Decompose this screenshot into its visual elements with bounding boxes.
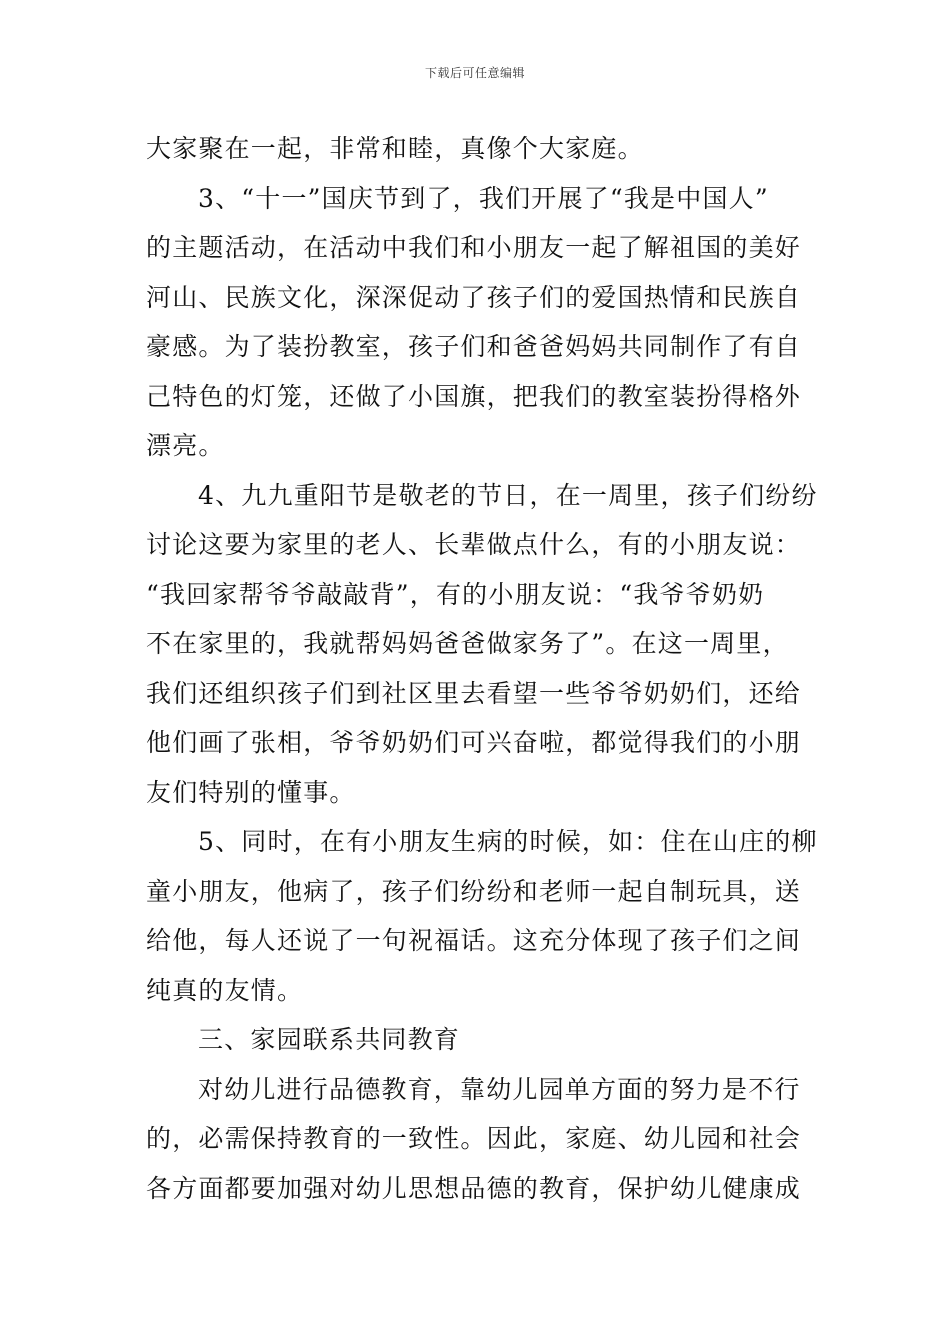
text-line: 给他，每人还说了一句祝福话。这充分体现了孩子们之间 [146,926,802,955]
text-line: 讨论这要为家里的老人、长辈做点什么，有的小朋友说： [146,530,802,559]
text-line: 纯真的友情。 [146,975,304,1005]
text-line: 对幼儿进行品德教育，靠幼儿园单方面的努力是不行 [198,1074,801,1104]
page-header: 下载后可任意编辑 [424,66,525,80]
text-line: 大家聚在一起，非常和睦，真像个大家庭。 [146,134,644,163]
text-line: 三、家园联系共同教育 [198,1025,461,1054]
paragraph-continuation [146,124,806,174]
text-line: 友们特别的懂事。 [146,777,356,807]
text-line: 3、“十一”国庆节到了，我们开展了“我是中国人” [198,183,769,213]
paragraph-home-school [146,1065,806,1214]
text-line: “我回家帮爷爷敲敲背”，有的小朋友说：“我爷爷奶奶 [146,579,765,609]
text-line: 童小朋友，他病了，孩子们纷纷和老师一起自制玩具，送 [146,876,802,906]
document-body [146,124,818,1213]
text-line: 的主题活动，在活动中我们和小朋友一起了解祖国的美好 [146,233,802,262]
text-line: 己特色的灯笼，还做了小国旗，把我们的教室装扮得格外 [146,381,802,411]
text-line: 的，必需保持教育的一致性。因此，家庭、幼儿园和社会 [146,1124,802,1153]
paragraph-friendship [146,817,818,1015]
section-heading [146,1015,806,1065]
text-line: 河山、民族文化，深深促动了孩子们的爱国热情和民族自 [146,282,802,312]
text-line: 各方面都要加强对幼儿思想品德的教育，保护幼儿健康成 [146,1173,802,1203]
paragraph-double-ninth [146,471,818,818]
text-line: 漂亮。 [146,431,225,460]
text-line: 我们还组织孩子们到社区里去看望一些爷爷奶奶们，还给 [146,678,802,708]
paragraph-national-day [146,174,806,471]
text-line: 他们画了张相，爷爷奶奶们可兴奋啦，都觉得我们的小朋 [146,728,802,757]
text-line: 豪感。为了装扮教室，孩子们和爸爸妈妈共同制作了有自 [146,332,802,361]
text-line: 5、同时，在有小朋友生病的时候，如：住在山庄的柳 [198,827,818,856]
text-line: 4、九九重阳节是敬老的节日，在一周里，孩子们纷纷 [198,480,818,510]
text-line: 不在家里的，我就帮妈妈爸爸做家务了”。在这一周里， [146,629,789,658]
